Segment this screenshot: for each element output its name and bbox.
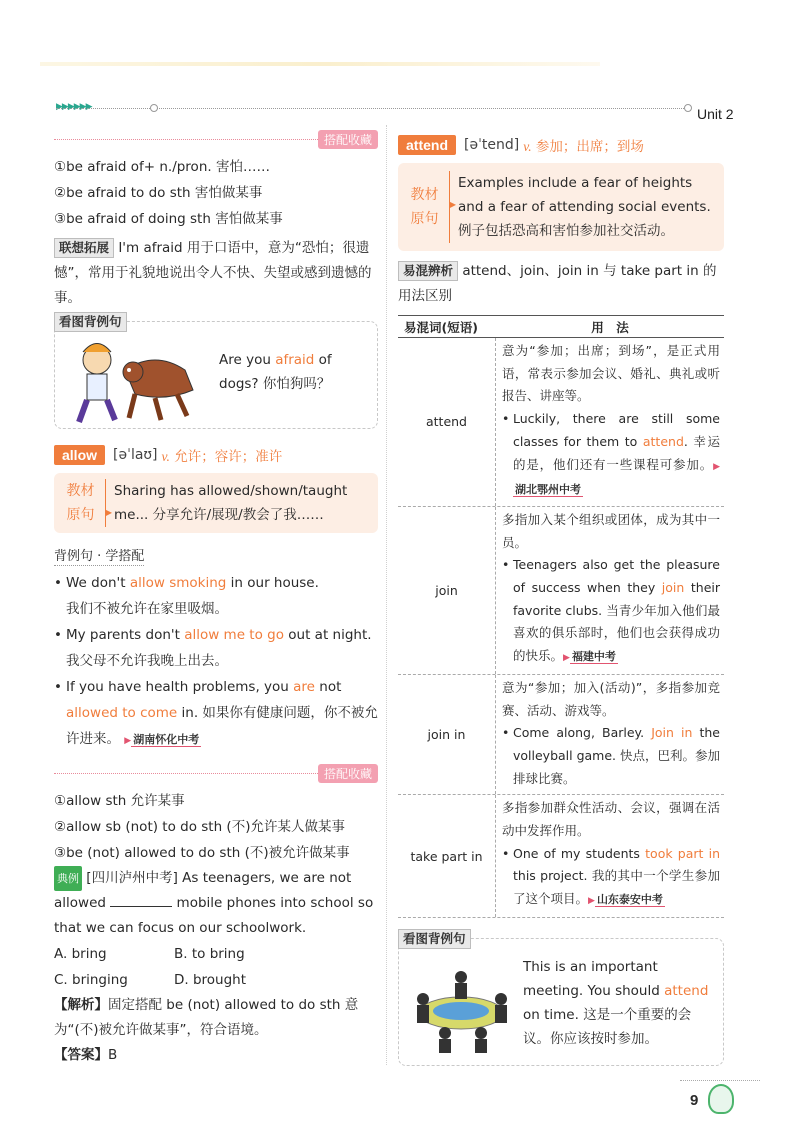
highlight: allowed to come — [66, 705, 178, 721]
examples-tag: 背例句 · 学搭配 — [54, 549, 145, 564]
picture-sentence — [219, 348, 367, 396]
source-arrow-icon: ▶ — [588, 896, 595, 907]
unit-label: Unit 2 — [697, 106, 734, 122]
confuse-tag: 易混辨析 — [398, 261, 458, 281]
usage-text: 多指参加群众性活动、会议，强调在活动中发挥作用。 — [502, 800, 720, 839]
textbook-original-box — [54, 473, 378, 533]
analysis-text: 固定搭配 be (not) allowed to do sth 意为“(不)被允许做某事”，符合语境。 — [54, 997, 359, 1038]
option: D. brought — [174, 972, 247, 988]
answer-blank — [110, 906, 172, 907]
left-column — [54, 130, 378, 1068]
extend-tag: 联想拓展 — [54, 238, 114, 258]
row-usage — [496, 675, 724, 795]
phonetic: [əˈlaʊ] — [113, 447, 158, 463]
circle-icon — [684, 104, 692, 112]
column-divider — [386, 125, 387, 1065]
row-usage — [496, 338, 724, 506]
pos: v. — [161, 449, 170, 464]
text-span: the volleyball game. 快点，巴利。参加排球比赛。 — [513, 725, 721, 786]
collect-header — [54, 764, 378, 782]
exercise-question — [54, 866, 378, 941]
source-arrow-icon: ▶ — [713, 461, 720, 472]
text-span: Are you — [219, 352, 276, 368]
allow-headword — [54, 445, 378, 465]
picture-sentence — [523, 955, 711, 1051]
afraid-phrase: ②be afraid to do sth 害怕做某事 — [54, 185, 263, 201]
examples-header — [54, 545, 378, 564]
meaning — [523, 135, 644, 155]
picture-example-box — [54, 314, 378, 429]
question-text: mobile phones into school so that we can focus on our schoolwork. — [54, 895, 374, 936]
highlight: allow me to go — [184, 627, 284, 643]
attend-headword — [398, 135, 724, 155]
afraid-phrase: ③be afraid of doing sth 害怕做某事 — [54, 211, 283, 227]
decorative-band — [40, 62, 600, 66]
question-text: As teenagers, we are not allowed — [54, 870, 352, 911]
orig-label: 教材原句 ▶ — [62, 479, 106, 527]
header-arrows-icon: ▶▶▶▶▶▶ — [56, 102, 92, 112]
orig-text: Sharing has allowed/shown/taught me... 分享允许/展现/教会了我…… — [114, 483, 348, 523]
highlight: allow smoking — [129, 575, 227, 591]
text-span: . 幸运的是，他们还有一些课程可参加。 — [513, 433, 720, 472]
answer-label: 【答案】 — [54, 1047, 108, 1063]
text-span: in our house. — [226, 575, 319, 591]
textbook-original-box — [398, 163, 724, 251]
options — [54, 941, 378, 993]
source-arrow-icon: ▶ — [563, 653, 570, 664]
source-label: 山东泰安中考 — [596, 893, 663, 907]
text-span: on time. 这是一个重要的会议。你应该按时参加。 — [523, 1006, 692, 1047]
collect-header — [54, 130, 378, 148]
source-arrow-icon: ▶ — [124, 736, 132, 746]
circle-icon — [150, 104, 158, 112]
row-word: join — [398, 507, 496, 674]
option: C. bringing — [54, 972, 128, 988]
headword: allow — [54, 445, 105, 465]
text-span: not — [314, 679, 342, 695]
usage-text: 意为“参加；出席；到场”，是正式用语，常表示参加会议、婚礼、典礼或听报告、讲座等。 — [502, 343, 720, 404]
allow-phrase: ②allow sb (not) to do sth (不)允许某人做某事 — [54, 819, 345, 835]
highlight: afraid — [275, 352, 315, 368]
text-span: My parents don't — [66, 627, 185, 643]
translation: 我们不被允许在家里吸烟。 — [66, 601, 228, 617]
usage-text: 多指加入某个组织或团体，成为其中一员。 — [502, 511, 720, 550]
usage-table — [398, 315, 724, 918]
row-word: take part in — [398, 795, 496, 917]
text-span: this project. 我的其中一个学生参加了这个项目。 — [513, 868, 720, 907]
highlight: attend — [664, 982, 709, 999]
meaning-text: 允许；容许；准许 — [174, 449, 283, 465]
table-header — [398, 316, 724, 338]
text-span: Luckily, there are still some classes for them to — [513, 411, 720, 449]
usage-text: 意为“参加；加入(活动)”，多指参加竞赛、活动、游戏等。 — [502, 679, 720, 718]
exercise-tag: 典例 — [54, 866, 82, 891]
confuse-text: attend、join、join in 与 take part in 的用法区别 — [398, 263, 717, 304]
usage-example — [502, 843, 720, 913]
orig-label: 教材原句 ▶ — [406, 171, 450, 243]
usage-example — [502, 722, 720, 790]
meeting-illustration — [405, 955, 517, 1055]
text-span: their favorite clubs. 当青少年加入他们最喜欢的俱乐部时，他们也会获得成功的快乐。 — [513, 580, 720, 664]
dog-chasing-boy-illustration — [65, 330, 215, 430]
collect-tag: 搭配收藏 — [318, 130, 378, 149]
exercise-source: [四川泸州中考] — [86, 870, 178, 886]
usage-example — [502, 408, 720, 502]
analysis — [54, 993, 378, 1043]
extend-text: I'm afraid 用于口语中，意为“恐怕；很遗憾”，常用于礼貌地说出令人不快、失望或感到遗憾的事。 — [54, 240, 372, 306]
source-label: 湖南怀化中考 — [133, 733, 200, 746]
table-row — [398, 507, 724, 675]
meaning-text: 参加；出席；到场 — [535, 139, 644, 155]
headword: attend — [398, 135, 456, 155]
example-item — [54, 674, 378, 754]
row-word: attend — [398, 338, 496, 506]
option: B. to bring — [174, 946, 245, 962]
source-label: 湖北鄂州中考 — [515, 483, 581, 497]
bulb-icon — [708, 1084, 734, 1114]
table-row — [398, 675, 724, 796]
page-number: 9 — [690, 1092, 699, 1109]
row-word: join in — [398, 675, 496, 795]
meaning — [162, 445, 283, 465]
orig-text: Examples include a fear of heights and a fear of attending social events. 例子包括恐高和害怕参加社交活动。 — [458, 175, 711, 239]
picture-tag: 看图背例句 — [54, 312, 127, 332]
source-label: 福建中考 — [571, 650, 616, 664]
text-span: Come along, Barley. — [513, 725, 652, 741]
highlight: took part in — [645, 845, 720, 861]
text-span: One of my students — [513, 845, 646, 861]
highlight: attend — [642, 433, 684, 449]
afraid-phrase: ①be afraid of+ n./pron. 害怕…… — [54, 159, 270, 175]
pos: v. — [523, 139, 532, 154]
phonetic: [əˈtend] — [464, 137, 520, 153]
examples-list — [54, 570, 378, 754]
text-span: We don't — [66, 575, 130, 591]
table-row — [398, 338, 724, 507]
usage-example — [502, 554, 720, 670]
answer-text: B — [108, 1047, 118, 1063]
highlight: are — [293, 679, 315, 695]
translation: 我父母不允许我晚上出去。 — [66, 653, 228, 669]
allow-phrase: ③be (not) allowed to do sth (不)被允许做某事 — [54, 845, 350, 861]
collect-tag: 搭配收藏 — [318, 764, 378, 783]
extend-note — [54, 236, 378, 311]
text-span: If you have health problems, you — [66, 679, 294, 695]
example-item — [54, 622, 378, 674]
text-span: out at night. — [283, 627, 372, 643]
text-span: in. 如果你有健康问题，你不被允许进来。 — [66, 705, 378, 747]
answer — [54, 1043, 378, 1068]
column-header: 用 法 — [591, 319, 629, 335]
column-header: 易混词(短语) — [404, 319, 478, 335]
highlight: join — [661, 580, 685, 596]
analysis-label: 【解析】 — [54, 997, 108, 1013]
confuse-note — [398, 259, 724, 309]
allow-phrase: ①allow sth 允许某事 — [54, 793, 185, 809]
picture-tag: 看图背例句 — [398, 929, 471, 949]
option: A. bring — [54, 946, 107, 962]
text-span: This is an important meeting. You should — [523, 958, 665, 999]
right-column — [398, 135, 724, 1066]
highlight: Join in — [651, 725, 693, 741]
row-usage — [496, 795, 724, 917]
picture-example-box — [398, 930, 724, 1066]
text-span: of dogs? 你怕狗吗？ — [219, 352, 332, 392]
row-usage — [496, 507, 724, 674]
text-span: Teenagers also get the pleasure of success when they — [513, 557, 720, 596]
table-row — [398, 795, 724, 918]
example-item — [54, 570, 378, 622]
